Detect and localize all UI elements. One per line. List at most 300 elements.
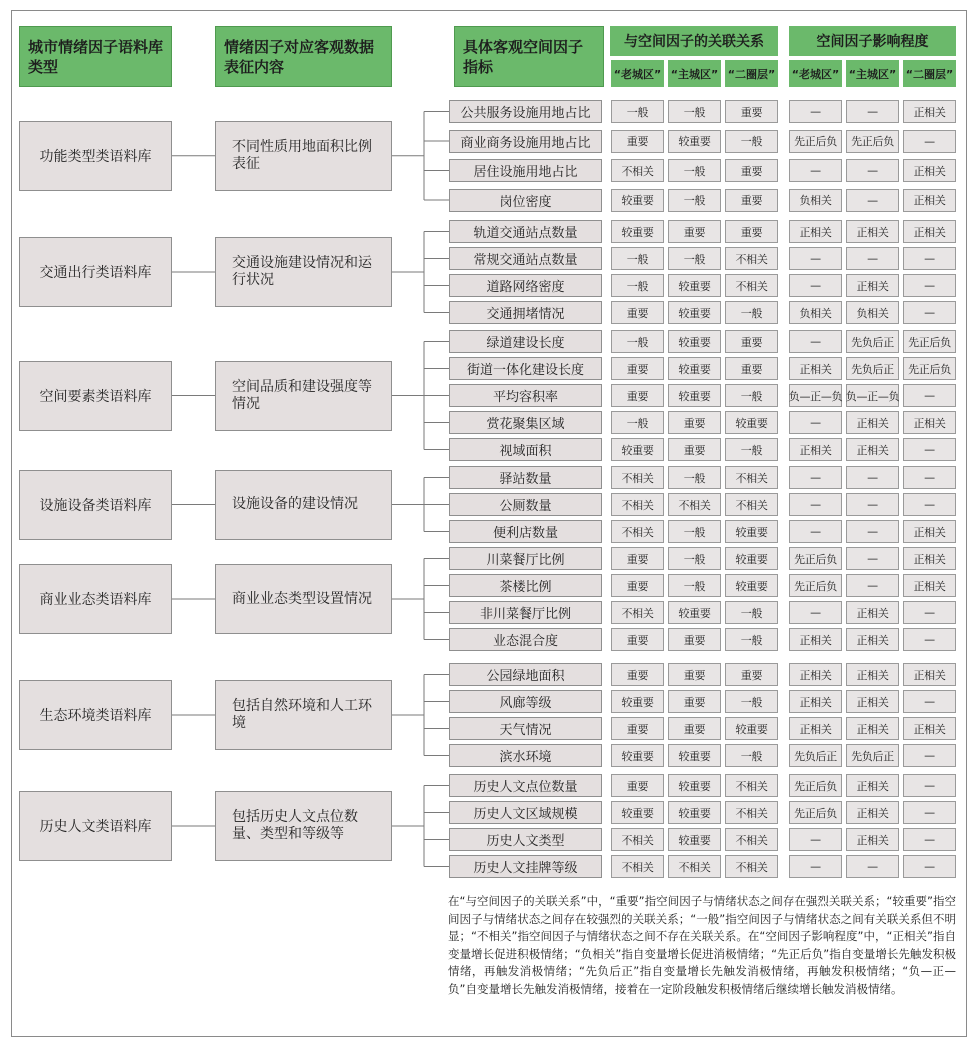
influence-cell	[789, 855, 842, 878]
influence-cell-text: —	[867, 193, 878, 207]
influence-cell	[789, 357, 842, 380]
relation-cell-text: 重要	[626, 779, 649, 793]
relation-cell-text: 重要	[626, 362, 649, 376]
influence-cell	[789, 493, 842, 516]
influence-cell	[846, 247, 899, 270]
indicator-cell-3-3-text: 平均容积率	[492, 390, 558, 405]
indicator-cell-5-3-text: 非川菜餐厅比例	[479, 607, 571, 622]
influence-cell-text: 正相关	[856, 806, 889, 820]
influence-cell	[903, 384, 956, 407]
relation-cell	[668, 774, 721, 797]
relation-cell-text: 一般	[626, 105, 649, 119]
indicator-cell-1-3	[449, 159, 602, 182]
relation-cell-text: 较重要	[678, 389, 711, 403]
influence-cell	[846, 744, 899, 767]
influence-cell-text: 正相关	[913, 525, 946, 539]
content-box-3	[215, 361, 392, 431]
relation-cell	[668, 520, 721, 543]
relation-cell-text: 不相关	[678, 860, 711, 874]
influence-cell-text: 正相关	[799, 225, 832, 239]
indicator-cell-3-1-text: 绿道建设长度	[486, 336, 565, 351]
indicator-cell-7-4-text: 历史人文挂牌等级	[473, 861, 578, 876]
influence-cell-text: —	[924, 498, 935, 511]
relation-cell	[725, 357, 778, 380]
indicator-cell-5-1-text: 川菜餐厅比例	[486, 553, 565, 568]
influence-cell	[789, 411, 842, 434]
influence-cell	[903, 438, 956, 461]
influence-cell-text: 先负后正	[851, 362, 894, 376]
relation-cell-text: 一般	[740, 443, 763, 457]
indicator-cell-2-1	[449, 220, 602, 243]
relation-cell	[668, 628, 721, 651]
relation-cell-text: 较重要	[735, 579, 768, 593]
subheader-relation-3-text: “二圈层”	[727, 67, 776, 81]
influence-cell-text: —	[924, 606, 935, 619]
indicator-cell-1-1	[449, 100, 602, 123]
indicator-cell-5-4-text: 业态混合度	[492, 634, 558, 649]
influence-cell	[903, 828, 956, 851]
influence-cell-text: —	[924, 695, 935, 708]
influence-cell-text: —	[867, 498, 878, 511]
influence-cell	[903, 274, 956, 297]
indicator-cell-4-3-text: 便利店数量	[492, 526, 558, 541]
subheader-influence-2	[846, 60, 899, 87]
indicator-cell-4-1	[449, 466, 602, 489]
indicator-cell-1-2	[449, 130, 602, 153]
relation-cell	[668, 357, 721, 380]
indicator-cell-7-3-text: 历史人文类型	[486, 834, 565, 849]
relation-cell-text: 不相关	[735, 806, 768, 820]
relation-cell-text: 较重要	[678, 779, 711, 793]
subheader-relation-2	[668, 60, 721, 87]
indicator-cell-6-2-text: 风廊等级	[499, 696, 552, 711]
influence-cell	[846, 330, 899, 353]
relation-cell	[668, 220, 721, 243]
influence-cell	[846, 717, 899, 740]
relation-cell-text: 一般	[626, 335, 649, 349]
relation-cell	[668, 330, 721, 353]
relation-cell	[611, 774, 664, 797]
influence-cell-text: —	[867, 525, 878, 538]
influence-cell-text: —	[924, 779, 935, 792]
relation-cell-text: 较重要	[621, 695, 654, 709]
relation-cell-text: 一般	[683, 164, 706, 178]
indicator-cell-3-5	[449, 438, 602, 461]
influence-cell-text: —	[810, 833, 821, 846]
influence-cell-text: —	[810, 606, 821, 619]
influence-cell	[789, 547, 842, 570]
influence-cell	[903, 663, 956, 686]
influence-cell-text: 正相关	[856, 833, 889, 847]
relation-cell-text: 不相关	[735, 498, 768, 512]
relation-cell	[668, 274, 721, 297]
relation-cell-text: 一般	[683, 525, 706, 539]
relation-cell	[668, 100, 721, 123]
indicator-cell-1-3-text: 居住设施用地占比	[473, 165, 578, 180]
influence-cell-text: 负—正—负	[788, 389, 843, 403]
content-box-2	[215, 237, 392, 307]
influence-cell-text: 负相关	[799, 194, 832, 207]
influence-cell-text: 正相关	[913, 225, 946, 239]
influence-cell	[846, 301, 899, 324]
influence-cell-text: 先正后负	[908, 335, 951, 349]
indicator-cell-6-1	[449, 663, 602, 686]
relation-cell	[668, 690, 721, 713]
influence-cell	[789, 774, 842, 797]
influence-cell-text: —	[867, 105, 878, 118]
relation-cell-text: 重要	[740, 105, 763, 119]
influence-cell	[903, 159, 956, 182]
relation-cell	[725, 628, 778, 651]
indicator-cell-7-2-text: 历史人文区域规模	[473, 807, 578, 822]
relation-cell-text: 重要	[626, 389, 649, 403]
influence-cell	[789, 574, 842, 597]
influence-cell-text: 先负后正	[851, 749, 894, 763]
influence-cell-text: 正相关	[856, 443, 889, 457]
relation-cell	[725, 828, 778, 851]
relation-cell-text: 重要	[626, 306, 649, 320]
relation-cell-text: 重要	[626, 552, 649, 566]
influence-cell-text: —	[810, 471, 821, 484]
indicator-cell-1-4-text: 岗位密度	[499, 194, 552, 210]
relation-cell	[668, 547, 721, 570]
influence-cell	[903, 717, 956, 740]
influence-cell	[903, 801, 956, 824]
relation-cell	[725, 411, 778, 434]
indicator-cell-5-4	[449, 628, 602, 651]
influence-cell	[789, 130, 842, 153]
influence-cell	[789, 663, 842, 686]
subheader-influence-3	[903, 60, 956, 87]
influence-cell-text: —	[867, 860, 878, 873]
relation-cell	[668, 601, 721, 624]
relation-cell-text: 一般	[740, 306, 763, 320]
relation-cell-text: 重要	[740, 194, 763, 207]
relation-cell-text: 不相关	[735, 471, 768, 485]
relation-cell-text: 较重要	[735, 525, 768, 539]
relation-cell	[611, 663, 664, 686]
indicator-cell-2-4	[449, 301, 602, 324]
relation-cell	[611, 855, 664, 878]
category-box-2	[19, 237, 172, 307]
relation-cell-text: 重要	[683, 668, 706, 682]
influence-cell	[789, 828, 842, 851]
relation-cell	[611, 493, 664, 516]
content-box-1	[215, 121, 392, 191]
relation-cell-text: 一般	[740, 695, 763, 709]
header-objective-content-text: 情绪因子对应客观数据表征内容	[224, 37, 375, 76]
indicator-cell-7-1-text: 历史人文点位数量	[473, 780, 578, 795]
indicator-cell-7-1	[449, 774, 602, 797]
relation-cell-text: 重要	[626, 135, 649, 148]
influence-cell-text: 正相关	[913, 416, 946, 430]
relation-cell	[668, 663, 721, 686]
influence-cell-text: —	[810, 498, 821, 511]
influence-cell	[903, 100, 956, 123]
relation-cell	[611, 247, 664, 270]
relation-cell-text: 一般	[626, 252, 649, 266]
relation-cell	[611, 801, 664, 824]
influence-cell-text: 正相关	[913, 552, 946, 566]
influence-cell	[903, 466, 956, 489]
influence-cell	[789, 438, 842, 461]
influence-cell-text: 先正后负	[908, 362, 951, 376]
relation-cell-text: 重要	[740, 225, 763, 239]
indicator-cell-3-5-text: 视域面积	[499, 444, 552, 459]
influence-cell	[846, 690, 899, 713]
influence-cell-text: 正相关	[799, 695, 832, 709]
relation-cell-text: 重要	[683, 722, 706, 736]
influence-cell	[846, 493, 899, 516]
relation-cell-text: 较重要	[735, 416, 768, 430]
influence-cell	[789, 384, 842, 407]
category-box-6	[19, 680, 172, 750]
relation-cell-text: 不相关	[735, 779, 768, 793]
category-box-7-text: 历史人文类语料库	[39, 819, 152, 835]
influence-cell-text: —	[924, 833, 935, 846]
relation-cell	[668, 574, 721, 597]
influence-cell	[846, 628, 899, 651]
influence-cell-text: 正相关	[856, 633, 889, 647]
influence-cell-text: 正相关	[799, 443, 832, 457]
influence-cell-text: —	[924, 860, 935, 873]
relation-cell-text: 一般	[740, 749, 763, 763]
relation-cell-text: 不相关	[735, 279, 768, 293]
relation-cell	[725, 663, 778, 686]
influence-cell-text: 先正后负	[794, 552, 837, 566]
influence-cell	[846, 828, 899, 851]
relation-cell-text: 较重要	[678, 279, 711, 293]
influence-cell	[789, 189, 842, 212]
influence-cell-text: 负相关	[799, 306, 832, 320]
category-box-5	[19, 564, 172, 634]
influence-cell	[903, 855, 956, 878]
influence-cell-text: —	[867, 471, 878, 484]
category-box-3-text: 空间要素类语料库	[39, 388, 152, 405]
influence-cell-text: —	[924, 252, 935, 265]
influence-cell-text: 正相关	[799, 722, 832, 736]
header-relation-group	[610, 26, 778, 56]
relation-cell	[611, 466, 664, 489]
influence-cell	[903, 574, 956, 597]
relation-cell-text: 较重要	[621, 443, 654, 457]
influence-cell	[789, 690, 842, 713]
influence-cell-text: —	[810, 105, 821, 118]
indicator-cell-4-2	[449, 493, 602, 516]
relation-cell	[725, 690, 778, 713]
influence-cell	[789, 520, 842, 543]
influence-cell-text: 先正后负	[851, 135, 894, 148]
relation-cell-text: 一般	[626, 279, 649, 293]
indicator-cell-2-2	[449, 247, 602, 270]
influence-cell-text: 正相关	[856, 606, 889, 620]
influence-cell	[903, 520, 956, 543]
indicator-cell-3-1	[449, 330, 602, 353]
relation-cell-text: 较重要	[621, 194, 654, 207]
influence-cell-text: —	[924, 134, 935, 148]
influence-cell	[903, 547, 956, 570]
influence-cell	[846, 801, 899, 824]
influence-cell	[789, 601, 842, 624]
influence-cell	[789, 247, 842, 270]
content-box-4	[215, 470, 392, 540]
relation-cell	[725, 189, 778, 212]
relation-cell	[668, 159, 721, 182]
relation-cell-text: 重要	[683, 225, 706, 239]
influence-cell	[903, 690, 956, 713]
influence-cell	[789, 744, 842, 767]
relation-cell	[611, 547, 664, 570]
relation-cell-text: 一般	[740, 389, 763, 403]
influence-cell-text: —	[924, 443, 935, 456]
influence-cell	[903, 774, 956, 797]
relation-cell-text: 不相关	[735, 252, 768, 266]
relation-cell	[725, 547, 778, 570]
indicator-cell-3-3	[449, 384, 602, 407]
influence-cell	[903, 744, 956, 767]
influence-cell-text: —	[924, 279, 935, 292]
influence-cell-text: —	[924, 389, 935, 402]
relation-cell-text: 较重要	[678, 833, 711, 847]
relation-cell	[725, 744, 778, 767]
indicator-cell-6-2	[449, 690, 602, 713]
relation-cell	[668, 189, 721, 212]
relation-cell-text: 重要	[683, 695, 706, 709]
relation-cell	[725, 801, 778, 824]
influence-cell	[903, 601, 956, 624]
influence-cell-text: 正相关	[913, 164, 946, 178]
relation-cell-text: 一般	[683, 579, 706, 593]
relation-cell-text: 一般	[683, 471, 706, 485]
relation-cell	[611, 690, 664, 713]
relation-cell	[725, 438, 778, 461]
indicator-cell-5-2	[449, 574, 602, 597]
relation-cell	[668, 717, 721, 740]
content-box-5-text: 商业业态类型设置情况	[232, 590, 372, 607]
category-box-4-text: 设施设备类语料库	[39, 497, 152, 514]
influence-cell-text: 先正后负	[794, 135, 837, 148]
influence-cell-text: 先正后负	[794, 579, 837, 593]
header-relation-group-text: 与空间因子的关联关系	[624, 34, 764, 50]
relation-cell-text: 一般	[683, 194, 706, 207]
influence-cell-text: —	[867, 164, 878, 177]
category-box-1	[19, 121, 172, 191]
influence-cell-text: —	[810, 279, 821, 292]
relation-cell-text: 较重要	[621, 806, 654, 820]
influence-cell-text: —	[924, 471, 935, 484]
header-corpus-type-text: 城市情绪因子语料库类型	[28, 37, 164, 76]
relation-cell	[725, 301, 778, 324]
influence-cell	[789, 801, 842, 824]
relation-cell-text: 不相关	[621, 860, 654, 874]
influence-cell	[789, 628, 842, 651]
influence-cell	[846, 774, 899, 797]
subheader-relation-1-text: “老城区”	[613, 67, 662, 81]
subheader-influence-1-text: “老城区”	[791, 67, 840, 81]
relation-cell	[611, 828, 664, 851]
influence-cell	[903, 189, 956, 212]
influence-cell-text: —	[810, 164, 821, 177]
relation-cell	[611, 384, 664, 407]
indicator-cell-7-2	[449, 801, 602, 824]
influence-cell	[846, 520, 899, 543]
relation-cell-text: 较重要	[621, 225, 654, 239]
influence-cell-text: —	[924, 749, 935, 762]
relation-cell	[725, 220, 778, 243]
influence-cell	[846, 438, 899, 461]
influence-cell-text: 先负后正	[794, 749, 837, 763]
relation-cell	[725, 100, 778, 123]
relation-cell	[668, 384, 721, 407]
relation-cell	[725, 384, 778, 407]
header-influence-group	[789, 26, 956, 56]
relation-cell	[668, 801, 721, 824]
influence-cell-text: —	[810, 335, 821, 348]
influence-cell	[903, 130, 956, 153]
relation-cell-text: 较重要	[678, 135, 711, 148]
relation-cell-text: 不相关	[735, 860, 768, 874]
relation-cell-text: 重要	[740, 362, 763, 376]
influence-cell-text: —	[924, 806, 935, 819]
relation-cell	[611, 100, 664, 123]
influence-cell-text: 正相关	[799, 633, 832, 647]
influence-cell	[846, 130, 899, 153]
relation-cell	[668, 744, 721, 767]
influence-cell	[846, 384, 899, 407]
relation-cell	[725, 330, 778, 353]
relation-cell	[611, 330, 664, 353]
relation-cell-text: 不相关	[621, 164, 654, 178]
indicator-cell-2-3-text: 道路网络密度	[486, 280, 565, 295]
category-box-3	[19, 361, 172, 431]
legend-note: 在“与空间因子的关联关系”中，“重要”指空间因子与情绪状态之间存在强烈关联关系；“较重要”指空间因子与情绪状态之间存在较强烈的关联关系；“一般”指空间因子与情绪状态之间有关联关系但不明显；“不相关”指空间因子与情绪状态之间不存在关联关系。在“空间因子影响程度”中，“正相关”指自变量增长促进积极情绪；“负相关”指自变量增长促进消极情绪；“先正后负”指自变量增长先触发积极情绪，再触发消极情绪；“先负后正”指自变量增长先触发消极情绪，再触发积极情绪；“负—正—负”自变量增长先触发消极情绪，接着在一定阶段触发积极情绪后继续增长触发消极情绪。	[448, 894, 956, 996]
subheader-influence-1	[789, 60, 842, 87]
relation-cell	[611, 220, 664, 243]
relation-cell	[725, 274, 778, 297]
influence-cell	[903, 493, 956, 516]
relation-cell-text: 一般	[626, 416, 649, 430]
influence-cell	[846, 547, 899, 570]
indicator-cell-7-4	[449, 855, 602, 878]
influence-cell-text: 正相关	[856, 416, 889, 430]
indicator-cell-3-4-text: 赏花聚集区域	[486, 417, 565, 432]
content-box-4-text: 设施设备的建设情况	[232, 496, 358, 512]
influence-cell-text: 负相关	[856, 306, 889, 320]
relation-cell-text: 一般	[740, 135, 763, 148]
relation-cell-text: 一般	[683, 105, 706, 119]
influence-cell	[903, 301, 956, 324]
relation-cell	[611, 301, 664, 324]
indicator-cell-1-4	[449, 189, 602, 212]
content-box-3-text: 空间品质和建设强度等情况	[232, 378, 372, 412]
influence-cell-text: —	[867, 579, 878, 592]
indicator-cell-5-2-text: 茶楼比例	[499, 580, 552, 595]
influence-cell	[846, 466, 899, 489]
influence-cell-text: —	[924, 306, 935, 319]
subheader-relation-3	[725, 60, 778, 87]
relation-cell	[611, 357, 664, 380]
influence-cell-text: —	[867, 552, 878, 565]
influence-cell	[903, 247, 956, 270]
relation-cell-text: 重要	[683, 633, 706, 647]
influence-cell-text: 正相关	[913, 668, 946, 682]
content-box-1-text: 不同性质用地面积比例表征	[232, 138, 372, 172]
influence-cell-text: 正相关	[913, 105, 946, 119]
influence-cell	[903, 628, 956, 651]
influence-cell-text: 先正后负	[794, 779, 837, 793]
indicator-cell-2-1-text: 轨道交通站点数量	[473, 226, 578, 241]
influence-cell-text: 正相关	[856, 225, 889, 239]
